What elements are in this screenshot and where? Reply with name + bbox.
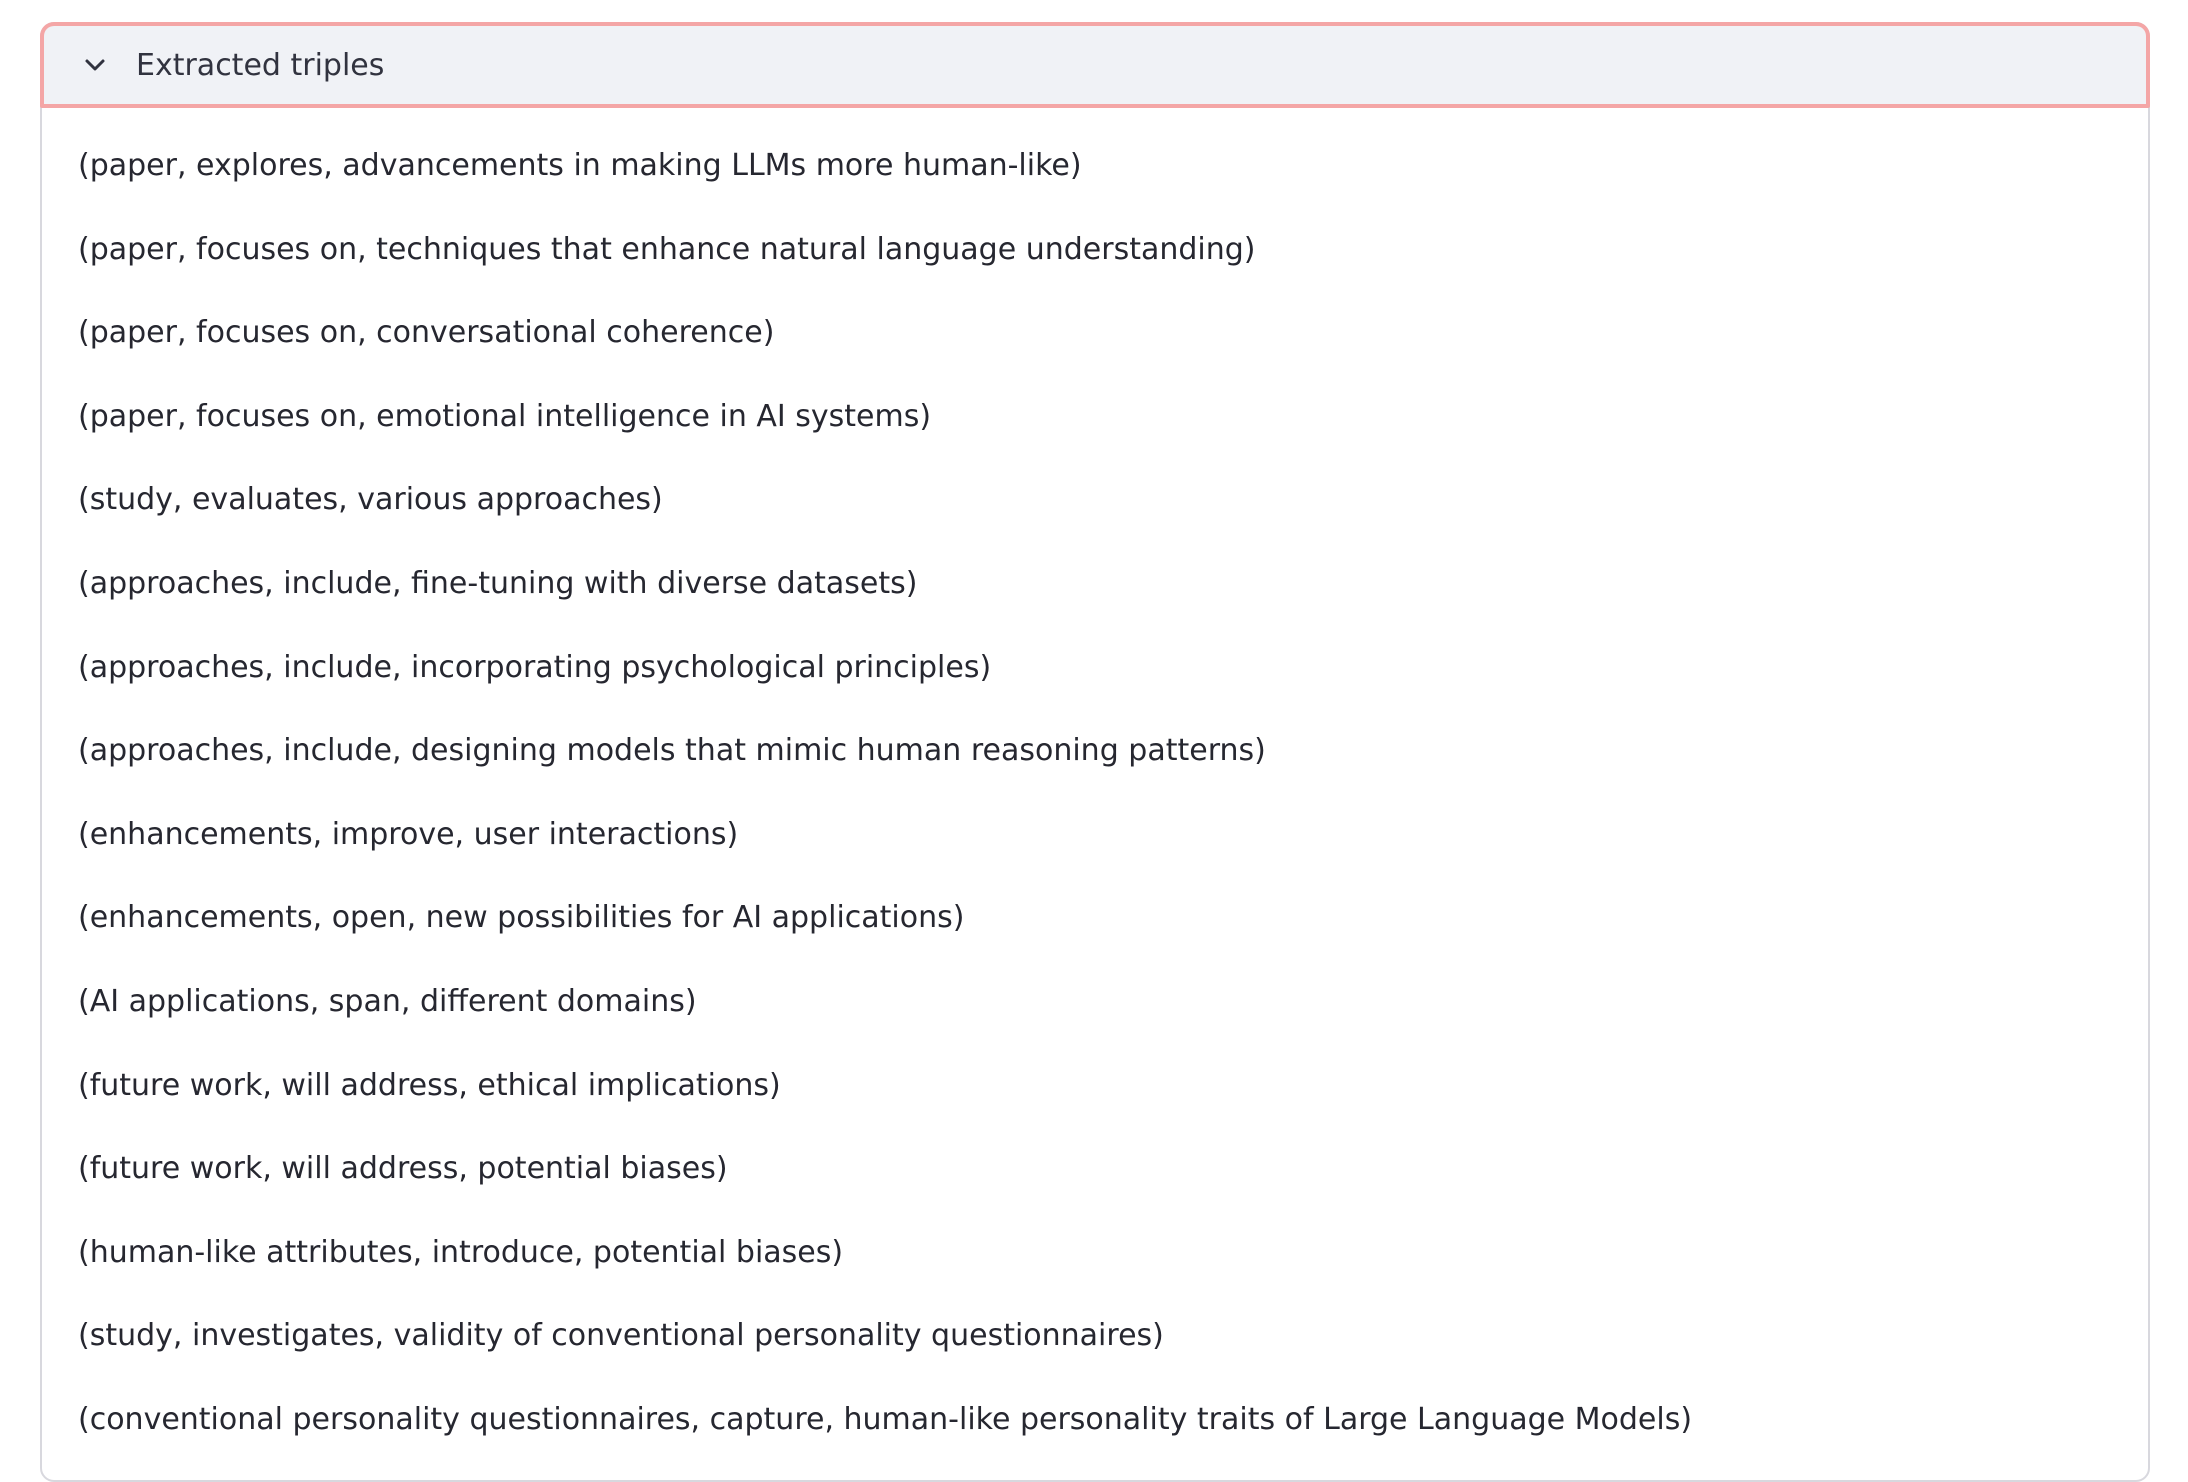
chevron-down-icon[interactable] bbox=[74, 44, 116, 86]
triples-list bbox=[78, 142, 1692, 1480]
triple-item: (approaches, include, designing models that mimic human reasoning patterns) bbox=[78, 733, 1266, 769]
triple-item: (paper, focuses on, emotional intelligence in AI systems) bbox=[78, 398, 932, 434]
triple-item: (future work, will address, ethical implications) bbox=[78, 1067, 781, 1103]
triples-expander bbox=[40, 22, 2150, 1482]
triple-item: (conventional personality questionnaires, capture, human-like personality traits of Large Language Models) bbox=[78, 1401, 1693, 1437]
triple-item: (study, evaluates, various approaches) bbox=[78, 482, 663, 518]
triple-item: (study, investigates, validity of conventional personality questionnaires) bbox=[78, 1318, 1164, 1354]
triple-item: (human-like attributes, introduce, potential biases) bbox=[78, 1234, 844, 1270]
triple-item: (paper, explores, advancements in making LLMs more human-like) bbox=[78, 148, 1082, 183]
triple-item: (AI applications, span, different domains) bbox=[78, 983, 697, 1019]
triple-item: (paper, focuses on, techniques that enhance natural language understanding) bbox=[78, 231, 1256, 267]
triple-item: (approaches, include, incorporating psychological principles) bbox=[78, 649, 992, 685]
triple-item: (approaches, include, fine-tuning with diverse datasets) bbox=[78, 565, 918, 601]
triple-item: (enhancements, improve, user interactions) bbox=[78, 816, 739, 852]
triple-item: (future work, will address, potential biases) bbox=[78, 1151, 728, 1187]
triple-item: (enhancements, open, new possibilities for AI applications) bbox=[78, 900, 965, 936]
expander-header[interactable] bbox=[40, 22, 2150, 108]
expander-title: Extracted triples bbox=[136, 47, 385, 83]
triple-item: (paper, focuses on, conversational coherence) bbox=[78, 315, 775, 351]
